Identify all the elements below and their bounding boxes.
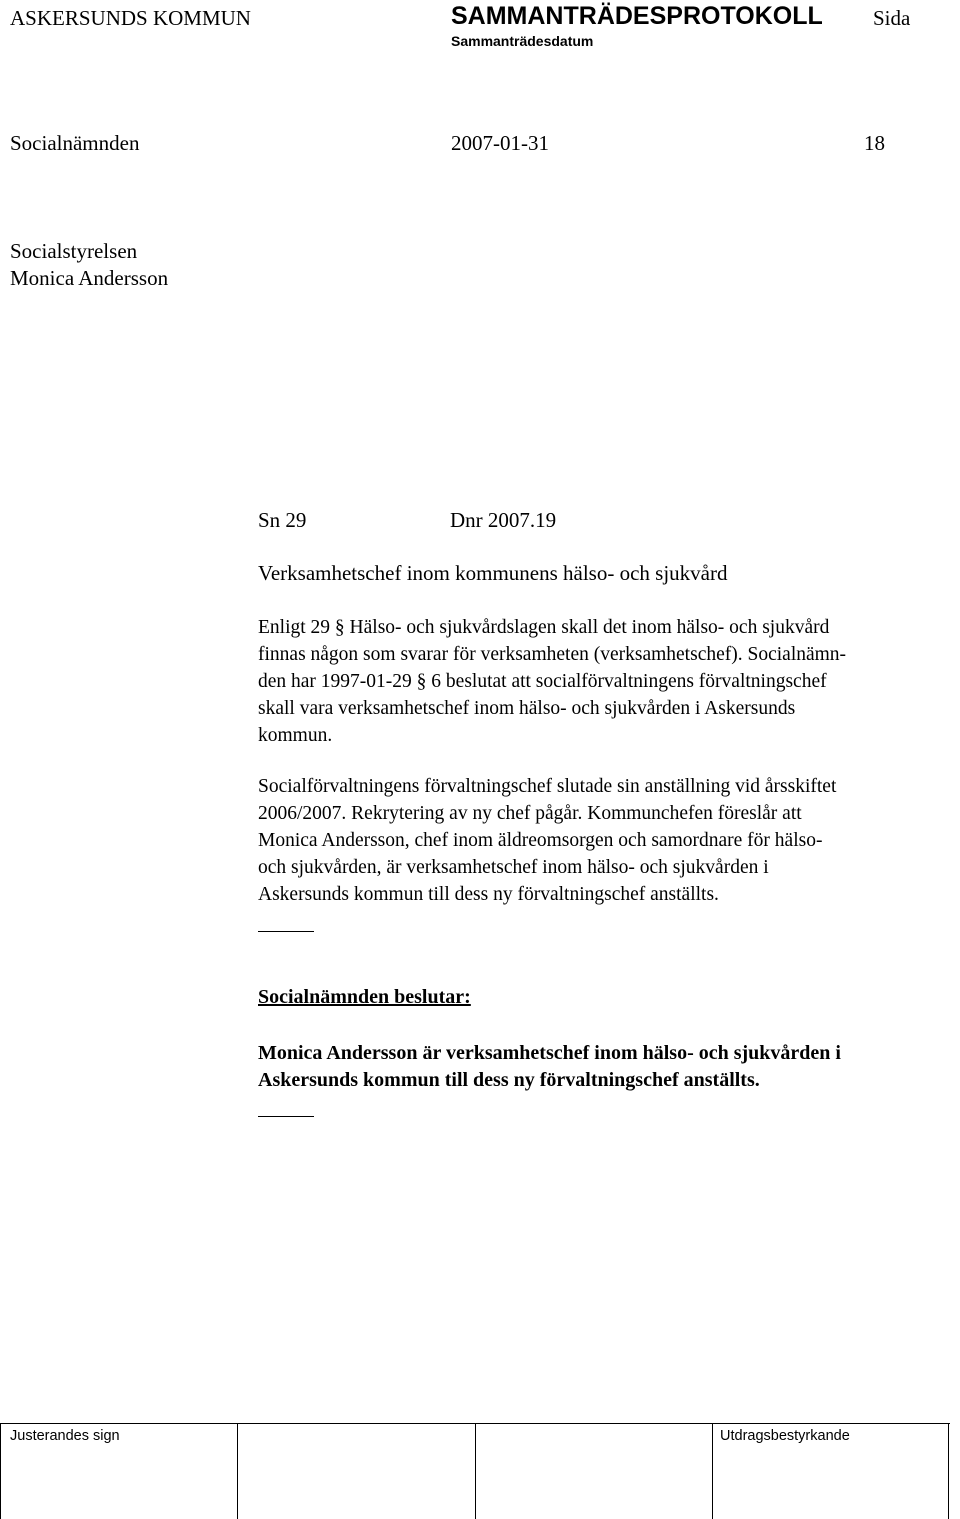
signature-footer xyxy=(0,1423,950,1519)
page-label: Sida xyxy=(873,6,911,30)
separator-rule xyxy=(258,1116,314,1117)
text-line: Enligt 29 § Hälso- och sjukvårdslagen skall det inom hälso- och sjukvård xyxy=(258,617,830,638)
signature-label-left: Justerandes sign xyxy=(10,1428,120,1444)
signature-box-divider xyxy=(0,1424,1,1519)
text-line: finnas någon som svarar för verksamheten (verksamhetschef). Socialnämn- xyxy=(258,644,847,665)
recipient-line-2: Monica Andersson xyxy=(10,266,169,290)
document-title: SAMMANTRÄDESPROTOKOLL xyxy=(451,2,823,30)
text-line: och sjukvården, är verksamhetschef inom hälso- och sjukvården i xyxy=(258,857,769,878)
signature-box-divider xyxy=(712,1424,713,1519)
text-line: 2006/2007. Rekrytering av ny chef pågår. Kommunchefen föreslår att xyxy=(258,803,802,824)
item-section-number: Sn 29 xyxy=(258,508,307,532)
meeting-date: 2007-01-31 xyxy=(451,131,549,155)
signature-box-divider xyxy=(948,1424,949,1519)
separator-rule xyxy=(258,931,314,932)
text-line: den har 1997-01-29 § 6 beslutat att socialförvaltningens förvaltningschef xyxy=(258,671,827,692)
text-line: kommun. xyxy=(258,725,333,746)
decision-line: Askersunds kommun till dess ny förvaltningschef anställts. xyxy=(258,1069,760,1091)
decision-heading: Socialnämnden beslutar: xyxy=(258,986,471,1008)
decision-line: Monica Andersson är verksamhetschef inom hälso- och sjukvården i xyxy=(258,1042,841,1064)
organization-name: ASKERSUNDS KOMMUN xyxy=(10,6,251,30)
recipient-line-1: Socialstyrelsen xyxy=(10,239,138,263)
text-line: skall vara verksamhetschef inom hälso- och sjukvården i Askersunds xyxy=(258,698,796,719)
signature-label-right: Utdragsbestyrkande xyxy=(720,1428,850,1444)
page-number: 18 xyxy=(864,131,885,155)
committee-name: Socialnämnden xyxy=(10,131,140,155)
paragraph-proposal xyxy=(258,773,948,908)
item-heading: Verksamhetschef inom kommunens hälso- och sjukvård xyxy=(258,561,728,585)
text-line: Monica Andersson, chef inom äldreomsorgen och samordnare för hälso- xyxy=(258,830,823,851)
text-line: Socialförvaltningens förvaltningschef slutade sin anställning vid årsskiftet xyxy=(258,776,837,797)
meeting-date-label: Sammanträdesdatum xyxy=(451,33,594,49)
paragraph-background xyxy=(258,614,948,749)
decision-text xyxy=(258,1040,948,1094)
signature-box-divider xyxy=(237,1424,238,1519)
signature-box-divider xyxy=(475,1424,476,1519)
item-diary-number: Dnr 2007.19 xyxy=(450,508,557,532)
text-line: Askersunds kommun till dess ny förvaltningschef anställts. xyxy=(258,884,719,905)
